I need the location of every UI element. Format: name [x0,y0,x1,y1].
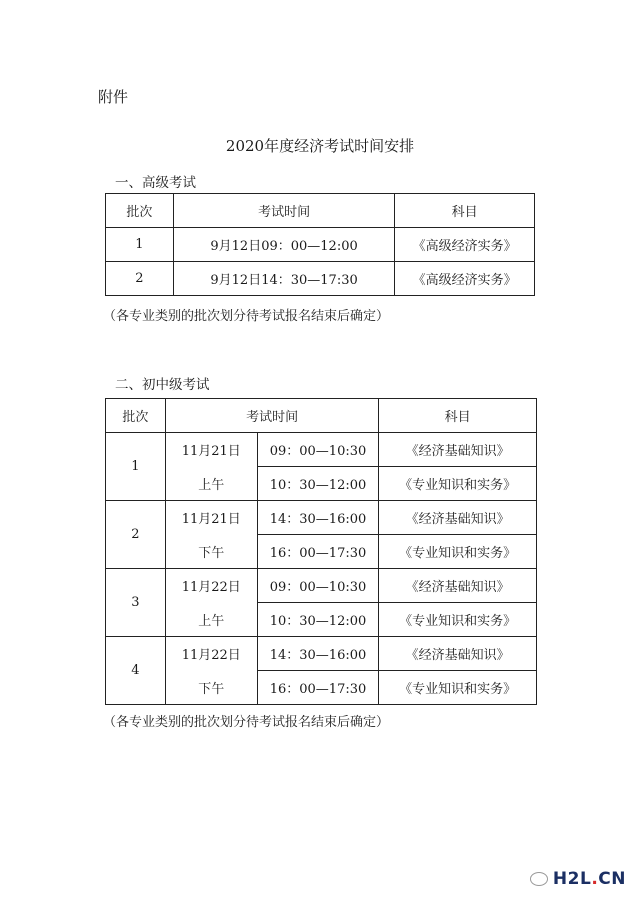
page-title: 2020年度经济考试时间安排 [225,137,415,155]
date-cell: 11月22日 [165,569,257,603]
header-batch: 批次 [106,194,174,228]
subject-cell: 《高级经济实务》 [395,228,535,262]
subject-cell: 《经济基础知识》 [379,433,537,467]
table-header-row [106,194,535,228]
subject-cell: 《专业知识和实务》 [379,603,537,637]
batch-cell: 1 [106,228,174,262]
period-cell: 下午 [165,671,257,705]
senior-exam-table [105,193,535,296]
table-row [106,501,537,535]
time-cell: 14：30—16:00 [257,501,379,535]
subject-cell: 《专业知识和实务》 [379,671,537,705]
table-row [106,228,535,262]
subject-cell: 《高级经济实务》 [395,262,535,296]
batch-cell: 2 [106,262,174,296]
date-cell: 11月21日 [165,433,257,467]
subject-cell: 《经济基础知识》 [379,501,537,535]
time-cell: 09：00—10:30 [257,569,379,603]
subject-cell: 《经济基础知识》 [379,637,537,671]
time-cell: 14：30—16:00 [257,637,379,671]
attachment-label: 附件 [98,88,129,106]
batch-cell: 1 [106,433,166,501]
wechat-icon [530,872,548,886]
table-row [106,535,537,569]
time-cell: 9月12日09：00—12:00 [173,228,394,262]
batch-cell: 3 [106,569,166,637]
date-cell: 11月22日 [165,637,257,671]
watermark-tld: CN [598,869,626,889]
table-row [106,637,537,671]
table-row [106,433,537,467]
header-batch: 批次 [106,399,166,433]
table-row [106,603,537,637]
header-subject: 科目 [395,194,535,228]
table-row [106,467,537,501]
time-cell: 16：00—17:30 [257,535,379,569]
subject-cell: 《专业知识和实务》 [379,535,537,569]
time-cell: 16：00—17:30 [257,671,379,705]
watermark-sep: . [591,869,599,889]
subject-cell: 《经济基础知识》 [379,569,537,603]
header-time: 考试时间 [165,399,379,433]
batch-cell: 4 [106,637,166,705]
period-cell: 上午 [165,603,257,637]
section1-note: （各专业类别的批次划分待考试报名结束后确定） [103,309,390,324]
time-cell: 9月12日14：30—17:30 [173,262,394,296]
time-cell: 10：30—12:00 [257,467,379,501]
subject-cell: 《专业知识和实务》 [379,467,537,501]
watermark-main: H2L [552,869,592,889]
table-row [106,262,535,296]
period-cell: 上午 [165,467,257,501]
section2-heading: 二、初中级考试 [115,377,210,393]
header-subject: 科目 [379,399,537,433]
time-cell: 09：00—10:30 [257,433,379,467]
watermark-logo [553,869,626,889]
batch-cell: 2 [106,501,166,569]
section2-note: （各专业类别的批次划分待考试报名结束后确定） [103,715,390,730]
table-header-row [106,399,537,433]
intermediate-exam-table [105,398,537,705]
table-row [106,569,537,603]
header-time: 考试时间 [173,194,394,228]
table-row [106,671,537,705]
section1-heading: 一、高级考试 [115,175,196,191]
time-cell: 10：30—12:00 [257,603,379,637]
period-cell: 下午 [165,535,257,569]
date-cell: 11月21日 [165,501,257,535]
